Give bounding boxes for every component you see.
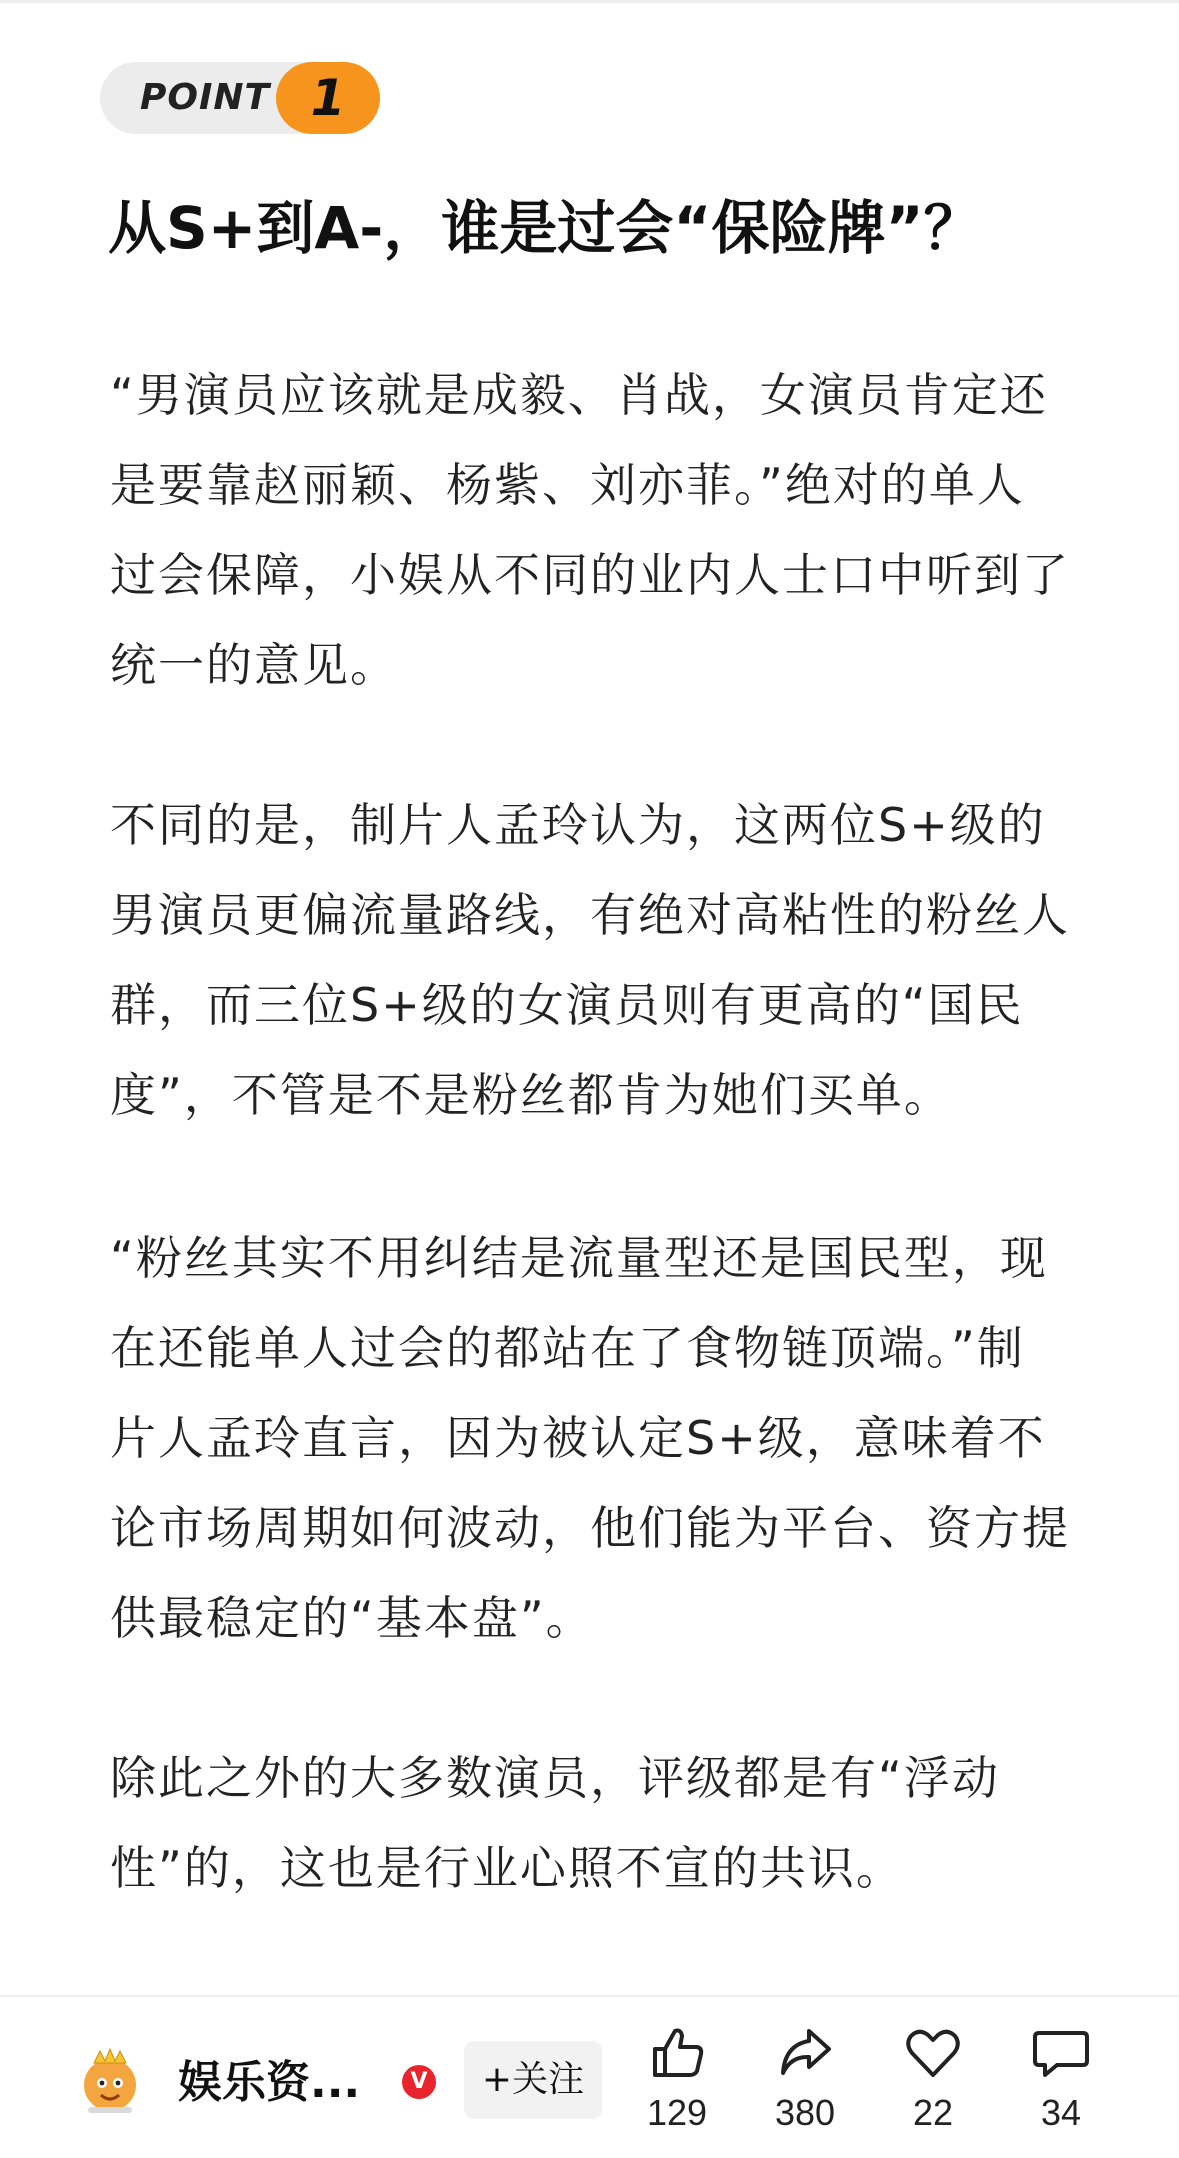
share-button[interactable]	[750, 2023, 860, 2153]
article-paragraph-2: 不同的是，制片人孟玲认为，这两位S+级的男演员更偏流量路线，有绝对高粘性的粉丝人群，而三位S+级的女演员则有更高的“国民度”，不管是不是粉丝都肯为她们买单。	[110, 798, 1070, 1122]
article-paragraph-4: 除此之外的大多数演员，评级都是有“浮动性”的，这也是行业心照不宣的共识。	[110, 1751, 1000, 1895]
share-icon	[775, 2023, 835, 2083]
favorite-button[interactable]	[878, 2023, 988, 2153]
follow-button[interactable]: +关注	[464, 2041, 602, 2119]
bottom-action-bar	[0, 1997, 1179, 2158]
author-name[interactable]: 娱乐资...	[178, 2057, 361, 2108]
comment-icon	[1031, 2023, 1091, 2083]
favorite-count: 22	[912, 2092, 954, 2133]
point-number: 1	[276, 62, 380, 134]
article-paragraph-1: “男演员应该就是成毅、肖战，女演员肯定还是要靠赵丽颖、杨紫、刘亦菲。”绝对的单人过会保障，小娱从不同的业内人士口中听到了统一的意见。	[110, 368, 1070, 692]
verified-badge: V	[402, 2065, 436, 2099]
point-label: POINT	[140, 77, 271, 118]
point-badge	[100, 62, 380, 134]
like-count: 129	[646, 2092, 708, 2133]
comment-count: 34	[1040, 2092, 1082, 2133]
author-avatar[interactable]	[74, 2045, 146, 2117]
section-title: 从S+到A-，谁是过会“保险牌”？	[108, 194, 982, 262]
comment-button[interactable]	[1006, 2023, 1116, 2153]
top-divider	[0, 0, 1179, 3]
thumbs-up-icon	[647, 2023, 707, 2083]
share-count: 380	[774, 2092, 836, 2133]
article-paragraph-3: “粉丝其实不用纠结是流量型还是国民型，现在还能单人过会的都站在了食物链顶端。”制片人孟玲直言，因为被认定S+级，意味着不论市场周期如何波动，他们能为平台、资方提供最稳定的“基本盘”。	[110, 1231, 1070, 1645]
like-button[interactable]	[622, 2023, 732, 2153]
heart-icon	[903, 2023, 963, 2083]
